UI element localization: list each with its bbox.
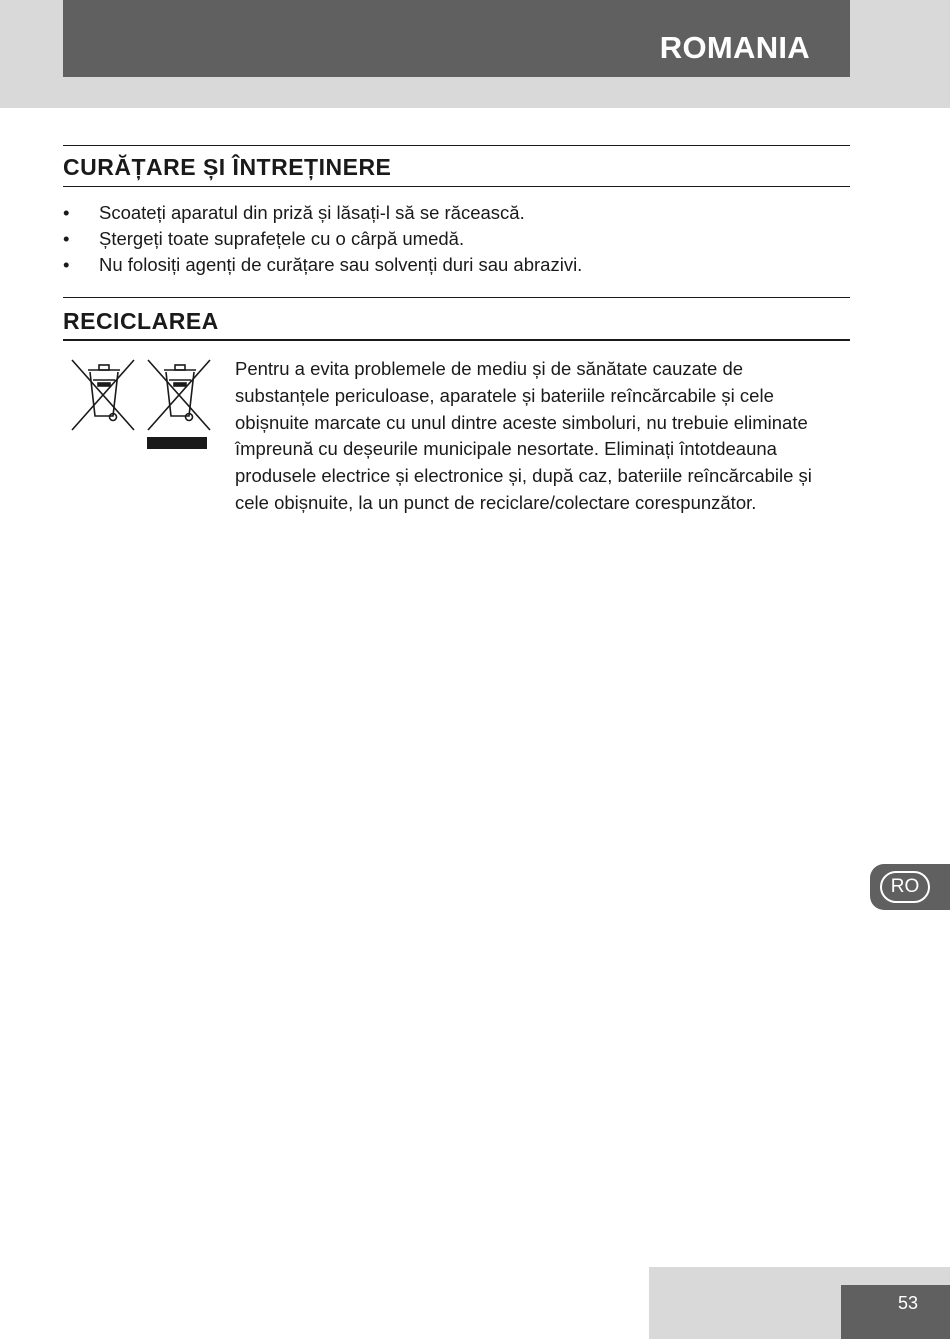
list-item-text: Ștergeți toate suprafețele cu o cârpă umedă. bbox=[99, 228, 465, 249]
bullet-symbol: • bbox=[63, 228, 70, 249]
bullet-symbol: • bbox=[63, 202, 70, 223]
page-number: 53 bbox=[897, 1293, 918, 1313]
list-item-text: Scoateți aparatul din priză și lăsați-l să se răcească. bbox=[99, 202, 525, 223]
section-rule-bottom bbox=[63, 339, 850, 341]
header-box bbox=[63, 0, 850, 77]
list-item-text: Nu folosiți agenți de curățare sau solvenți duri sau abrazivi. bbox=[99, 254, 583, 275]
crossed-bin-with-bar-icon bbox=[147, 360, 210, 449]
language-badge: RO bbox=[880, 871, 930, 903]
list-item bbox=[63, 226, 843, 252]
recycling-section-title: RECICLAREA bbox=[63, 308, 219, 334]
crossed-bin-icon bbox=[72, 360, 134, 430]
section-rule-top bbox=[63, 297, 850, 298]
cleaning-section-title: CURĂȚARE ȘI ÎNTREȚINERE bbox=[63, 154, 392, 180]
header-title: ROMANIA bbox=[659, 30, 810, 65]
page-number-box bbox=[841, 1285, 950, 1339]
section-rule-top bbox=[63, 145, 850, 146]
list-item bbox=[63, 252, 843, 278]
recycling-symbols bbox=[68, 356, 216, 452]
section-rule-bottom bbox=[63, 186, 850, 187]
cleaning-list bbox=[63, 200, 843, 278]
list-item bbox=[63, 200, 843, 226]
bullet-symbol: • bbox=[63, 254, 70, 275]
recycling-text: Pentru a evita problemele de mediu și de sănătate cauzate de substanțele periculoase, aparatele și bateriile reîncărcabile și cele obișnuite marcate cu unul dintre aceste simboluri, nu trebuie eliminate împreună cu deșeurile municipale nesortate. Eliminați întotdeauna produsele electrice și electronice și, după caz, bateriile reîncărcabile și cele obișnuite, la un punct de reciclare/colectare corespunzător. bbox=[235, 358, 812, 513]
language-tab bbox=[870, 864, 950, 910]
